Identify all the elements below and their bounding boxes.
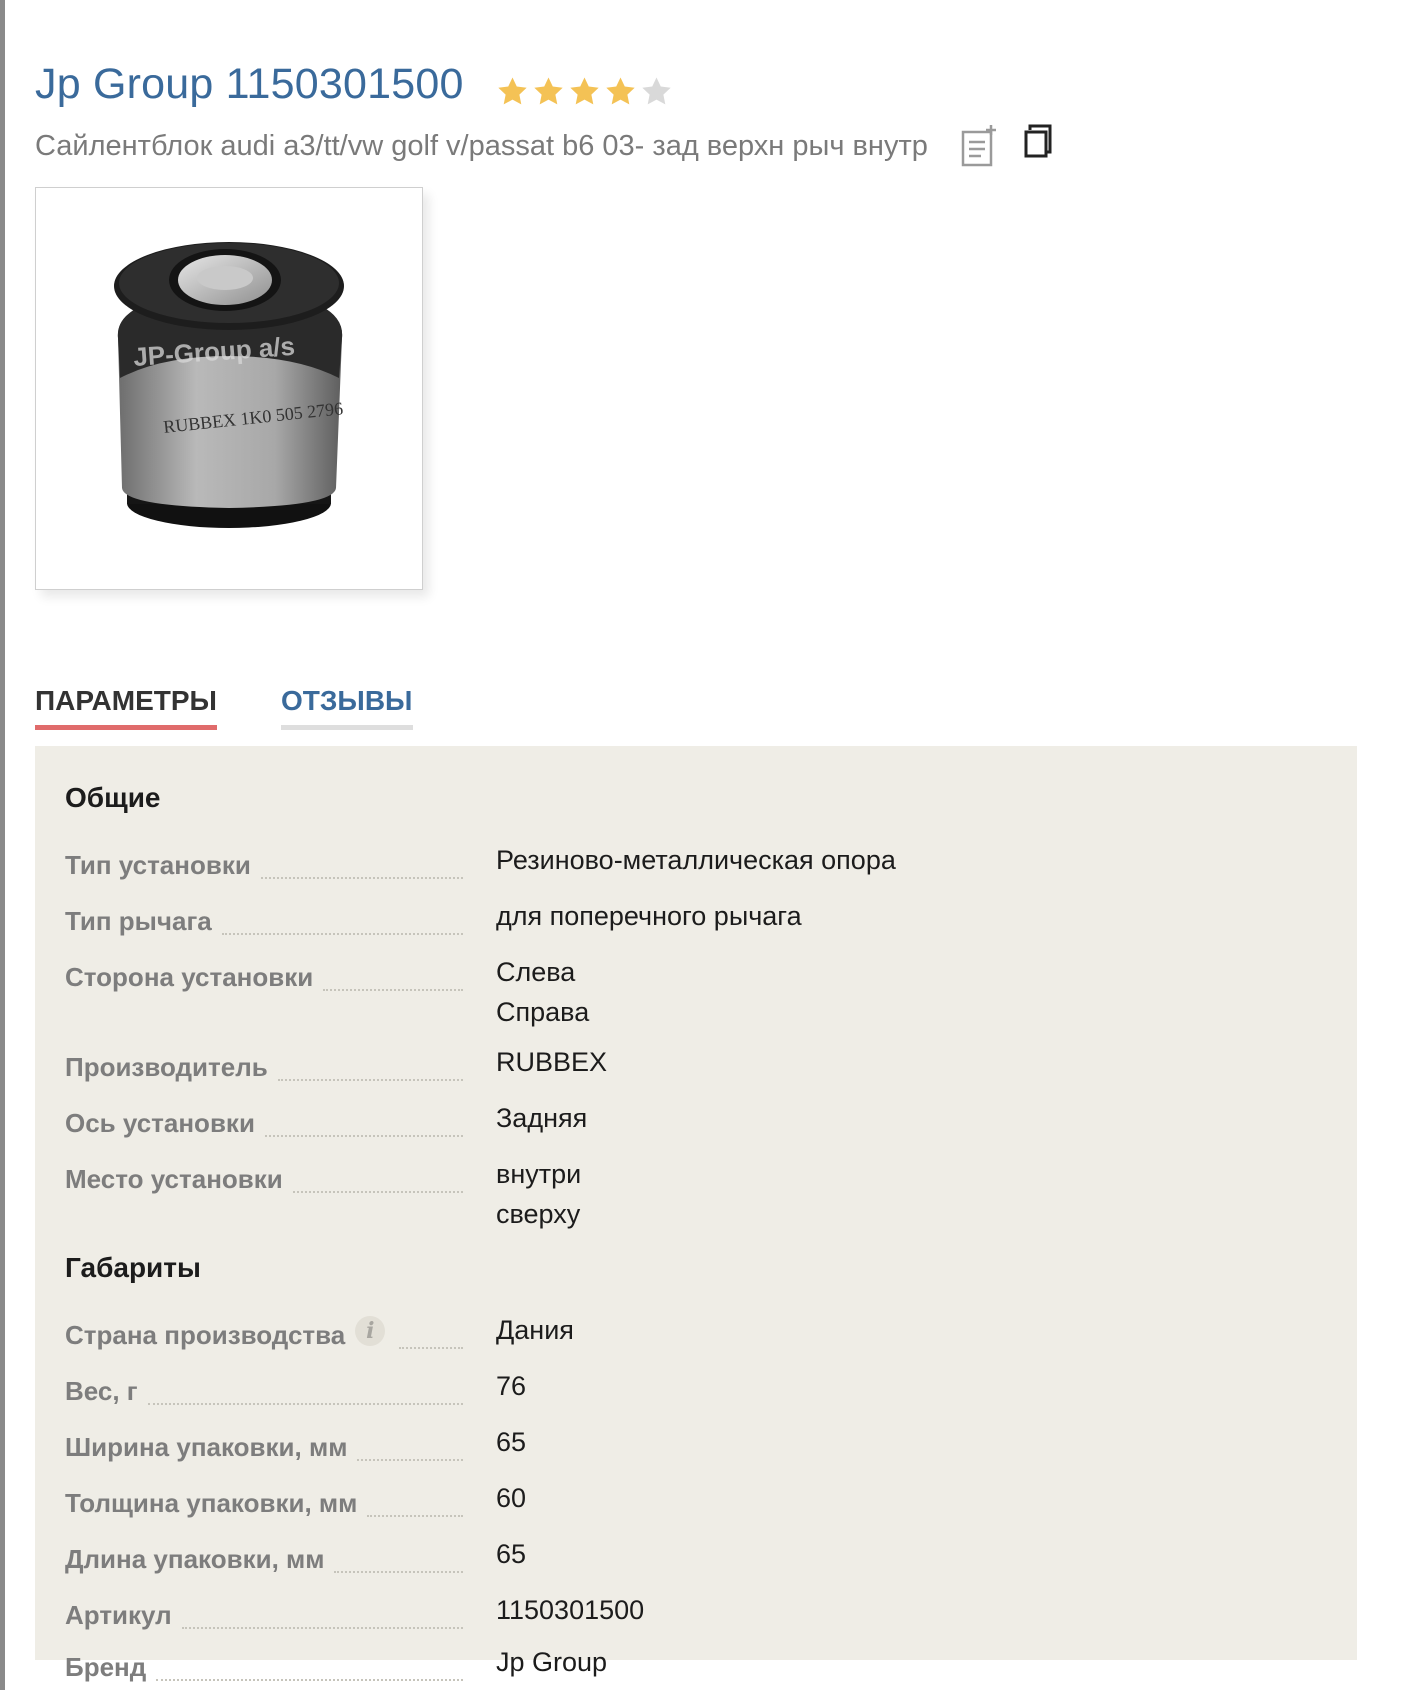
report-add-icon[interactable] — [960, 124, 998, 168]
dotted-leader — [293, 1191, 463, 1193]
param-value: 65 — [496, 1427, 527, 1457]
param-label: Длина упаковки, мм — [65, 1544, 325, 1574]
dotted-leader — [156, 1679, 463, 1681]
star-icon[interactable] — [496, 75, 529, 108]
star-icon[interactable] — [604, 75, 637, 108]
star-icon[interactable] — [568, 75, 601, 108]
dotted-leader — [182, 1627, 463, 1629]
dotted-leader — [357, 1459, 463, 1461]
param-value: 76 — [496, 1371, 527, 1401]
dotted-leader — [261, 877, 463, 879]
section-title-dimensions: Габариты — [65, 1252, 201, 1283]
param-value: Задняя — [496, 1103, 588, 1133]
params-panel — [35, 746, 1357, 1682]
dotted-leader — [323, 989, 463, 991]
param-label: Толщина упаковки, мм — [65, 1488, 358, 1518]
section-title-general: Общие — [65, 782, 161, 813]
param-value: Дания — [496, 1315, 574, 1345]
dotted-leader — [399, 1347, 463, 1349]
param-label: Артикул — [65, 1600, 172, 1630]
param-value: RUBBEX — [496, 1047, 608, 1077]
param-label: Ось установки — [65, 1108, 255, 1138]
dotted-leader — [222, 933, 463, 935]
product-subtitle: Сайлентблок audi a3/tt/vw golf v/passat b6 03- зад верхн рыч внутр — [35, 129, 928, 162]
image-watermark: JP-Group a/s — [132, 330, 296, 372]
param-label: Тип установки — [65, 850, 251, 880]
param-label: Бренд — [65, 1652, 147, 1682]
dotted-leader — [334, 1571, 463, 1573]
param-value: Слева Справа — [496, 957, 590, 1027]
bushing-photo — [36, 188, 422, 589]
param-value: для поперечного рычага — [496, 901, 802, 931]
param-label: Место установки — [65, 1164, 283, 1194]
param-label: Тип рычага — [65, 906, 212, 936]
param-value: Резиново-металлическая опора — [496, 845, 896, 875]
star-icon[interactable] — [532, 75, 565, 108]
dotted-leader — [148, 1403, 463, 1405]
dotted-leader — [367, 1515, 463, 1517]
param-label: Вес, г — [65, 1376, 138, 1406]
product-title: Jp Group 1150301500 — [35, 59, 464, 108]
tab-params[interactable]: ПАРАМЕТРЫ — [35, 680, 217, 730]
product-image[interactable] — [35, 187, 423, 590]
star-icon[interactable] — [640, 75, 673, 108]
tab-reviews[interactable]: ОТЗЫВЫ — [281, 680, 413, 730]
param-label: Производитель — [65, 1052, 268, 1082]
image-marking: RUBBEX 1K0 505 2796 — [162, 398, 344, 437]
param-value: 65 — [496, 1539, 527, 1569]
dotted-leader — [278, 1079, 463, 1081]
window-left-edge — [0, 0, 5, 1690]
param-label: Страна производства — [65, 1320, 346, 1350]
product-header — [35, 52, 1285, 174]
param-value: 1150301500 — [496, 1595, 645, 1625]
info-icon[interactable]: i — [355, 1316, 385, 1346]
param-value: внутри сверху — [496, 1159, 582, 1229]
rating-stars[interactable] — [496, 75, 676, 108]
param-label: Ширина упаковки, мм — [65, 1432, 348, 1462]
copy-icon[interactable] — [1022, 120, 1060, 164]
param-label: Сторона установки — [65, 962, 314, 992]
param-value: Jp Group — [496, 1647, 608, 1677]
dotted-leader — [265, 1135, 463, 1137]
param-value: 60 — [496, 1483, 527, 1513]
